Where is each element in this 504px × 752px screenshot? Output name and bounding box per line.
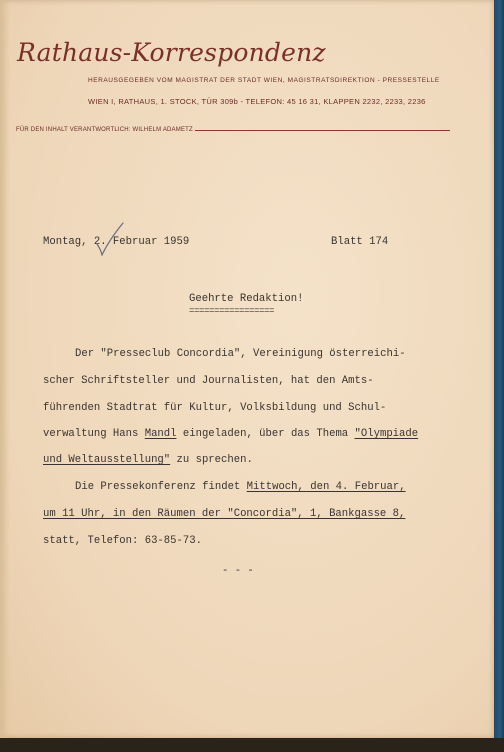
page-left-shadow <box>0 0 10 738</box>
body-line-7: um 11 Uhr, in den Räumen der "Concordia", 1, Bankgasse 8, <box>43 508 406 520</box>
body-text: zu sprechen. <box>170 454 253 466</box>
body-line-3: führenden Stadtrat für Kultur, Volksbildung und Schul- <box>43 402 387 414</box>
body-line-5 <box>43 454 253 466</box>
body-text: verwaltung Hans <box>43 428 145 440</box>
body-line-1: Der "Presseclub Concordia", Vereinigung österreichi- <box>75 348 406 360</box>
body-text: Die Pressekonferenz findet <box>75 481 247 493</box>
body-line-6 <box>75 481 406 493</box>
body-text: eingeladen, über das Thema <box>176 428 355 440</box>
handwritten-check-mark <box>96 222 124 256</box>
underlined-topic: und Weltausstellung" <box>43 454 171 466</box>
binder-edge <box>494 0 504 752</box>
letter-date: Montag, 2. Februar 1959 <box>43 236 190 248</box>
underlined-topic: "Olympiade <box>354 428 419 440</box>
scan-bottom-edge <box>0 738 504 752</box>
body-line-4 <box>43 428 418 440</box>
body-line-8: statt, Telefon: 63-85-73. <box>43 535 202 547</box>
body-line-2: scher Schriftsteller und Journalisten, hat den Amts- <box>43 375 374 387</box>
publisher-line: HERAUSGEGEBEN VOM MAGISTRAT DER STADT WIEN, MAGISTRATSDIREKTION - PRESSESTELLE <box>88 77 440 84</box>
masthead-title: Rathaus-Korrespondenz <box>17 38 326 67</box>
responsible-row <box>16 123 450 133</box>
responsible-line: FÜR DEN INHALT VERANTWORTLICH: WILHELM ADAMETZ <box>16 127 193 133</box>
end-mark: - - - <box>222 565 254 577</box>
salutation-rule: ================= <box>189 306 275 316</box>
address-line: WIEN I, RATHAUS, 1. STOCK, TÜR 309b - TELEFON: 45 16 31, KLAPPEN 2232, 2233, 2236 <box>88 97 426 106</box>
sheet-number: Blatt 174 <box>331 236 389 248</box>
responsible-rule <box>195 130 450 131</box>
salutation: Geehrte Redaktion! <box>189 293 304 305</box>
underlined-name: Mandl <box>144 428 177 440</box>
underlined-date: Mittwoch, den 4. Februar, <box>246 481 406 493</box>
